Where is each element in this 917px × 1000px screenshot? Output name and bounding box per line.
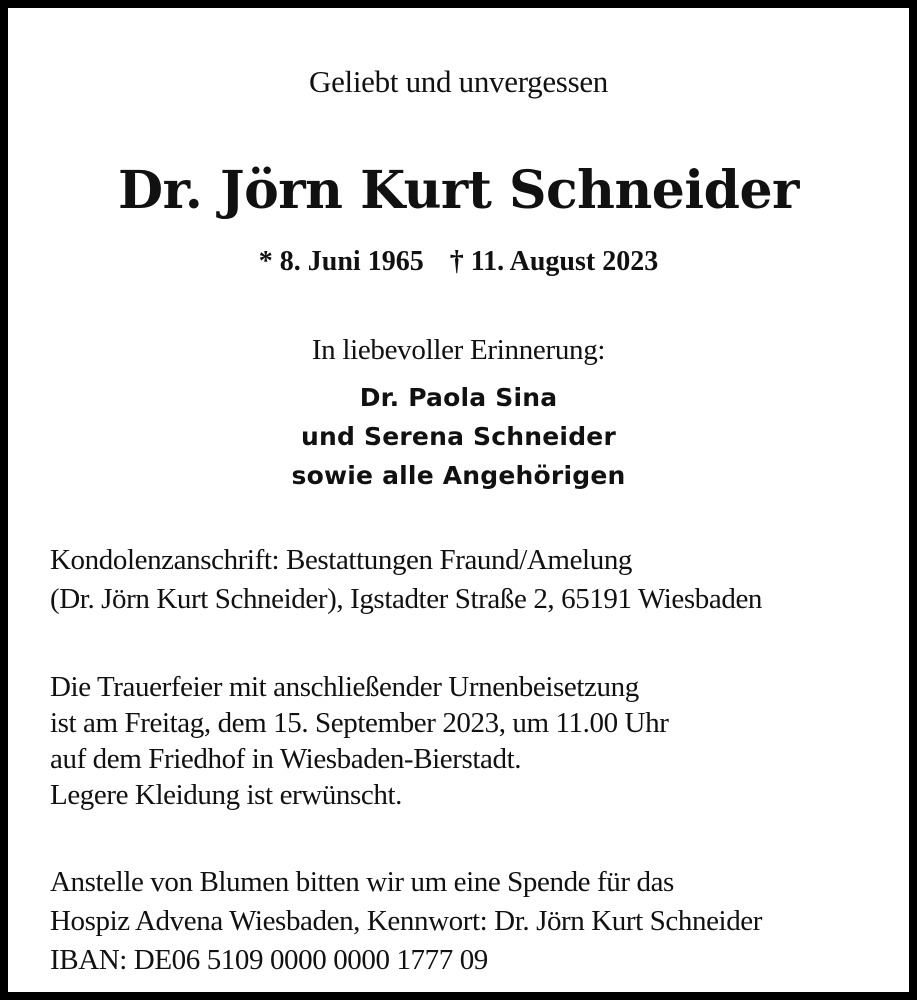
remembrance-label: In liebevoller Erinnerung: (311, 334, 606, 366)
death-date: † 11. August 2023 (449, 246, 659, 277)
mourner-line: und Serena Schneider (301, 422, 616, 451)
deceased-name: Dr. Jörn Kurt Schneider (118, 160, 799, 221)
condolence-address-line: (Dr. Jörn Kurt Schneider), Igstadter Straße 2, 65191 Wiesbaden (50, 583, 763, 615)
ceremony-line: ist am Freitag, dem 15. September 2023, um 11.00 Uhr (50, 707, 669, 739)
ceremony-line: auf dem Friedhof in Wiesbaden-Bierstadt. (50, 743, 522, 775)
donation-line: Hospiz Advena Wiesbaden, Kennwort: Dr. Jörn Kurt Schneider (50, 905, 763, 937)
donation-iban: IBAN: DE06 5109 0000 0000 1777 09 (50, 944, 488, 976)
intro-heading: Geliebt und unvergessen (308, 64, 608, 99)
ceremony-line: Die Trauerfeier mit anschließender Urnenbeisetzung (50, 671, 639, 703)
condolence-address-line: Kondolenzanschrift: Bestattungen Fraund/Amelung (50, 544, 633, 576)
birth-date: * 8. Juni 1965 (258, 246, 424, 277)
mourner-line: sowie alle Angehörigen (291, 461, 626, 490)
ceremony-line: Legere Kleidung ist erwünscht. (50, 779, 403, 811)
mourner-line: Dr. Paola Sina (359, 383, 558, 412)
donation-line: Anstelle von Blumen bitten wir um eine Spende für das (50, 866, 674, 898)
life-dates (8, 246, 909, 278)
